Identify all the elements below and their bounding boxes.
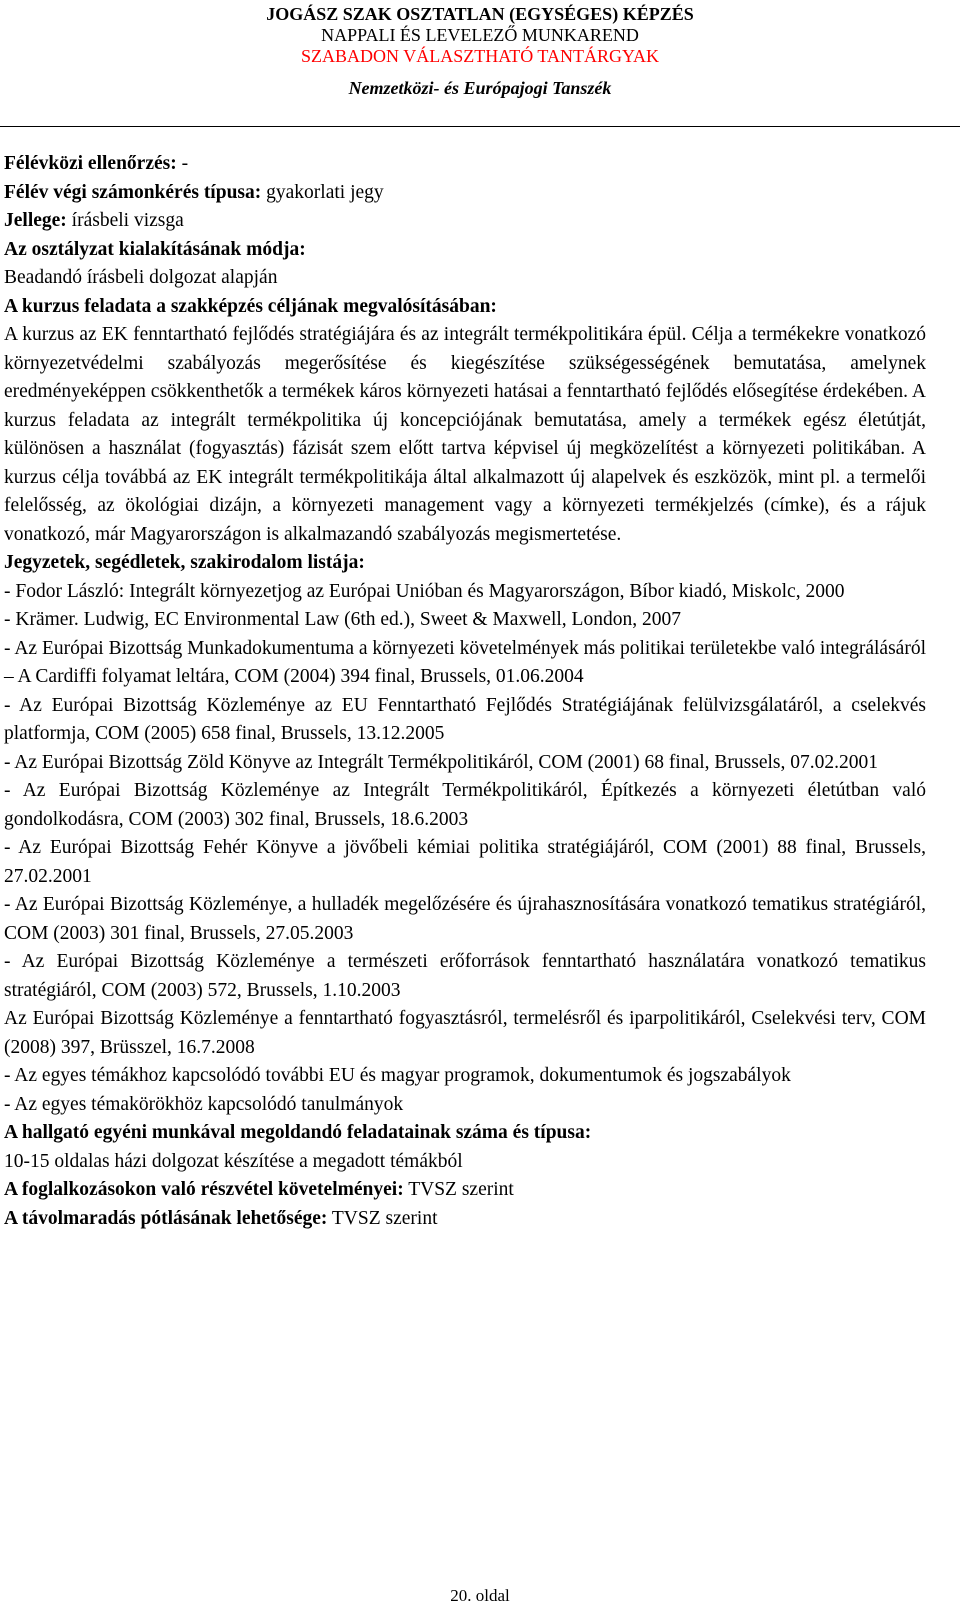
reference-item: - Az Európai Bizottság Fehér Könyve a jövőbeli kémiai politika stratégiájáról, COM (2001) 88 final, Brussels, 27.02.2001 xyxy=(4,837,926,887)
individual-work-label: A hallgató egyéni munkával megoldandó feladatainak száma és típusa: xyxy=(4,1122,592,1143)
schedule-subtitle: NAPPALI ÉS LEVELEZŐ MUNKAREND xyxy=(321,25,639,45)
course-details xyxy=(4,150,926,1233)
course-category: SZABADON VÁLASZTHATÓ TANTÁRGYAK xyxy=(301,46,659,66)
attendance-value: TVSZ szerint xyxy=(403,1179,514,1200)
reference-item: - Fodor László: Integrált környezetjog az Európai Unióban és Magyarországon, Bíbor kiadó, Miskolc, 2000 xyxy=(4,580,845,602)
document-header xyxy=(0,4,960,99)
exam-type-label: Félév végi számonkérés típusa: xyxy=(4,181,262,203)
exam-type-row xyxy=(4,179,926,208)
grading-label: Az osztályzat kialakításának módja: xyxy=(4,238,306,260)
task-label: A kurzus feladata a szakképzés céljának megvalósításában: xyxy=(4,295,497,317)
midterm-value: - xyxy=(176,153,189,174)
reference-item: Az Európai Bizottság Közleménye a fenntartható fogyasztásról, termelésről és iparpolitikáról, Cselekvési terv, COM (2008) 397, Brüsszel, 16.7.2008 xyxy=(4,1008,926,1058)
reference-item: - Az Európai Bizottság Közleménye a természeti erőforrások fenntartható használatára vonatkozó tematikus stratégiáról, COM (2003) 572, Brussels, 1.10.2003 xyxy=(4,951,926,1001)
page-number: 20. oldal xyxy=(450,1586,510,1605)
task-description: A kurzus az EK fenntartható fejlődés stratégiájára és az integrált termékpolitikára épül. Célja a termékekre vonatkozó környezetvédelmi szabályozás megerősítése és kiegészítése szükségességének bemutatása, amelynek eredményeképpen csökkenthetők a termékek káros környezeti hatásai a fenntartható fejlődés elősegítése érdekében. A kurzus feladata az integrált termékpolitika új koncepciójának bemutatása, amely a termékek egész életútját, különösen a használat (fogyasztás) fázisát szem előtt tartva képvisel új megközelítést a környezeti politikában. A kurzus célja továbbá az EK integrált termékpolitikája által alkalmazott új alapelvek és eszközök, mint pl. a termelői felelősség, az ökológiai dizájn, a környezeti management vagy a környezeti termékjelzés (címke), és a rájuk vonatkozó, már Magyarországon is alkalmazandó szabályozás megismertetése. xyxy=(4,324,926,545)
header-divider xyxy=(0,126,960,127)
individual-work-value: 10-15 oldalas házi dolgozat készítése a megadott témákból xyxy=(4,1150,463,1172)
character-value: írásbeli vizsga xyxy=(66,210,184,231)
attendance-label: A foglalkozásokon való részvétel követelményei: xyxy=(4,1179,404,1200)
grading-value: Beadandó írásbeli dolgozat alapján xyxy=(4,267,278,288)
absence-row xyxy=(4,1205,926,1234)
exam-type-value: gyakorlati jegy xyxy=(261,181,384,203)
absence-label: A távolmaradás pótlásának lehetősége: xyxy=(4,1207,328,1229)
reference-item: - Krämer. Ludwig, EC Environmental Law (6th ed.), Sweet & Maxwell, London, 2007 xyxy=(4,609,681,630)
character-row xyxy=(4,207,926,236)
reference-item: - Az Európai Bizottság Zöld Könyve az Integrált Termékpolitikáról, COM (2001) 68 final, Brussels, 07.02.2001 xyxy=(4,751,878,773)
department-name: Nemzetközi- és Európajogi Tanszék xyxy=(348,78,612,98)
absence-value: TVSZ szerint xyxy=(327,1207,438,1229)
midterm-row xyxy=(4,150,926,179)
reference-item: - Az Európai Bizottság Munkadokumentuma a környezeti követelmények más politikai területekbe való integrálásáról – A Cardiffi folyamat leltára, COM (2004) 394 final, Brussels, 01.06.2004 xyxy=(4,637,926,687)
reference-item: - Az Európai Bizottság Közleménye, a hulladék megelőzésére és újrahasznosítására vonatkozó tematikus stratégiáról, COM (2003) 301 final, Brussels, 27.05.2003 xyxy=(4,894,926,944)
program-title: JOGÁSZ SZAK OSZTATLAN (EGYSÉGES) KÉPZÉS xyxy=(266,4,694,24)
references-label: Jegyzetek, segédletek, szakirodalom listája: xyxy=(4,552,365,573)
character-label: Jellege: xyxy=(4,210,67,231)
reference-list xyxy=(4,578,926,1120)
reference-item: - Az Európai Bizottság Közleménye az EU Fenntartható Fejlődés Stratégiájának felülvizsgálatáról, a cselekvés platformja, COM (2005) 658 final, Brussels, 13.12.2005 xyxy=(4,694,926,744)
reference-item: - Az Európai Bizottság Közleménye az Integrált Termékpolitikáról, Építkezés a környezeti életútban való gondolkodásra, COM (2003) 302 final, Brussels, 18.6.2003 xyxy=(4,780,926,830)
midterm-label: Félévközi ellenőrzés: xyxy=(4,153,177,174)
reference-item: - Az egyes témakörökhöz kapcsolódó tanulmányok xyxy=(4,1093,404,1115)
attendance-row xyxy=(4,1176,926,1205)
reference-item: - Az egyes témákhoz kapcsolódó további EU és magyar programok, dokumentumok és jogszabályok xyxy=(4,1065,791,1086)
